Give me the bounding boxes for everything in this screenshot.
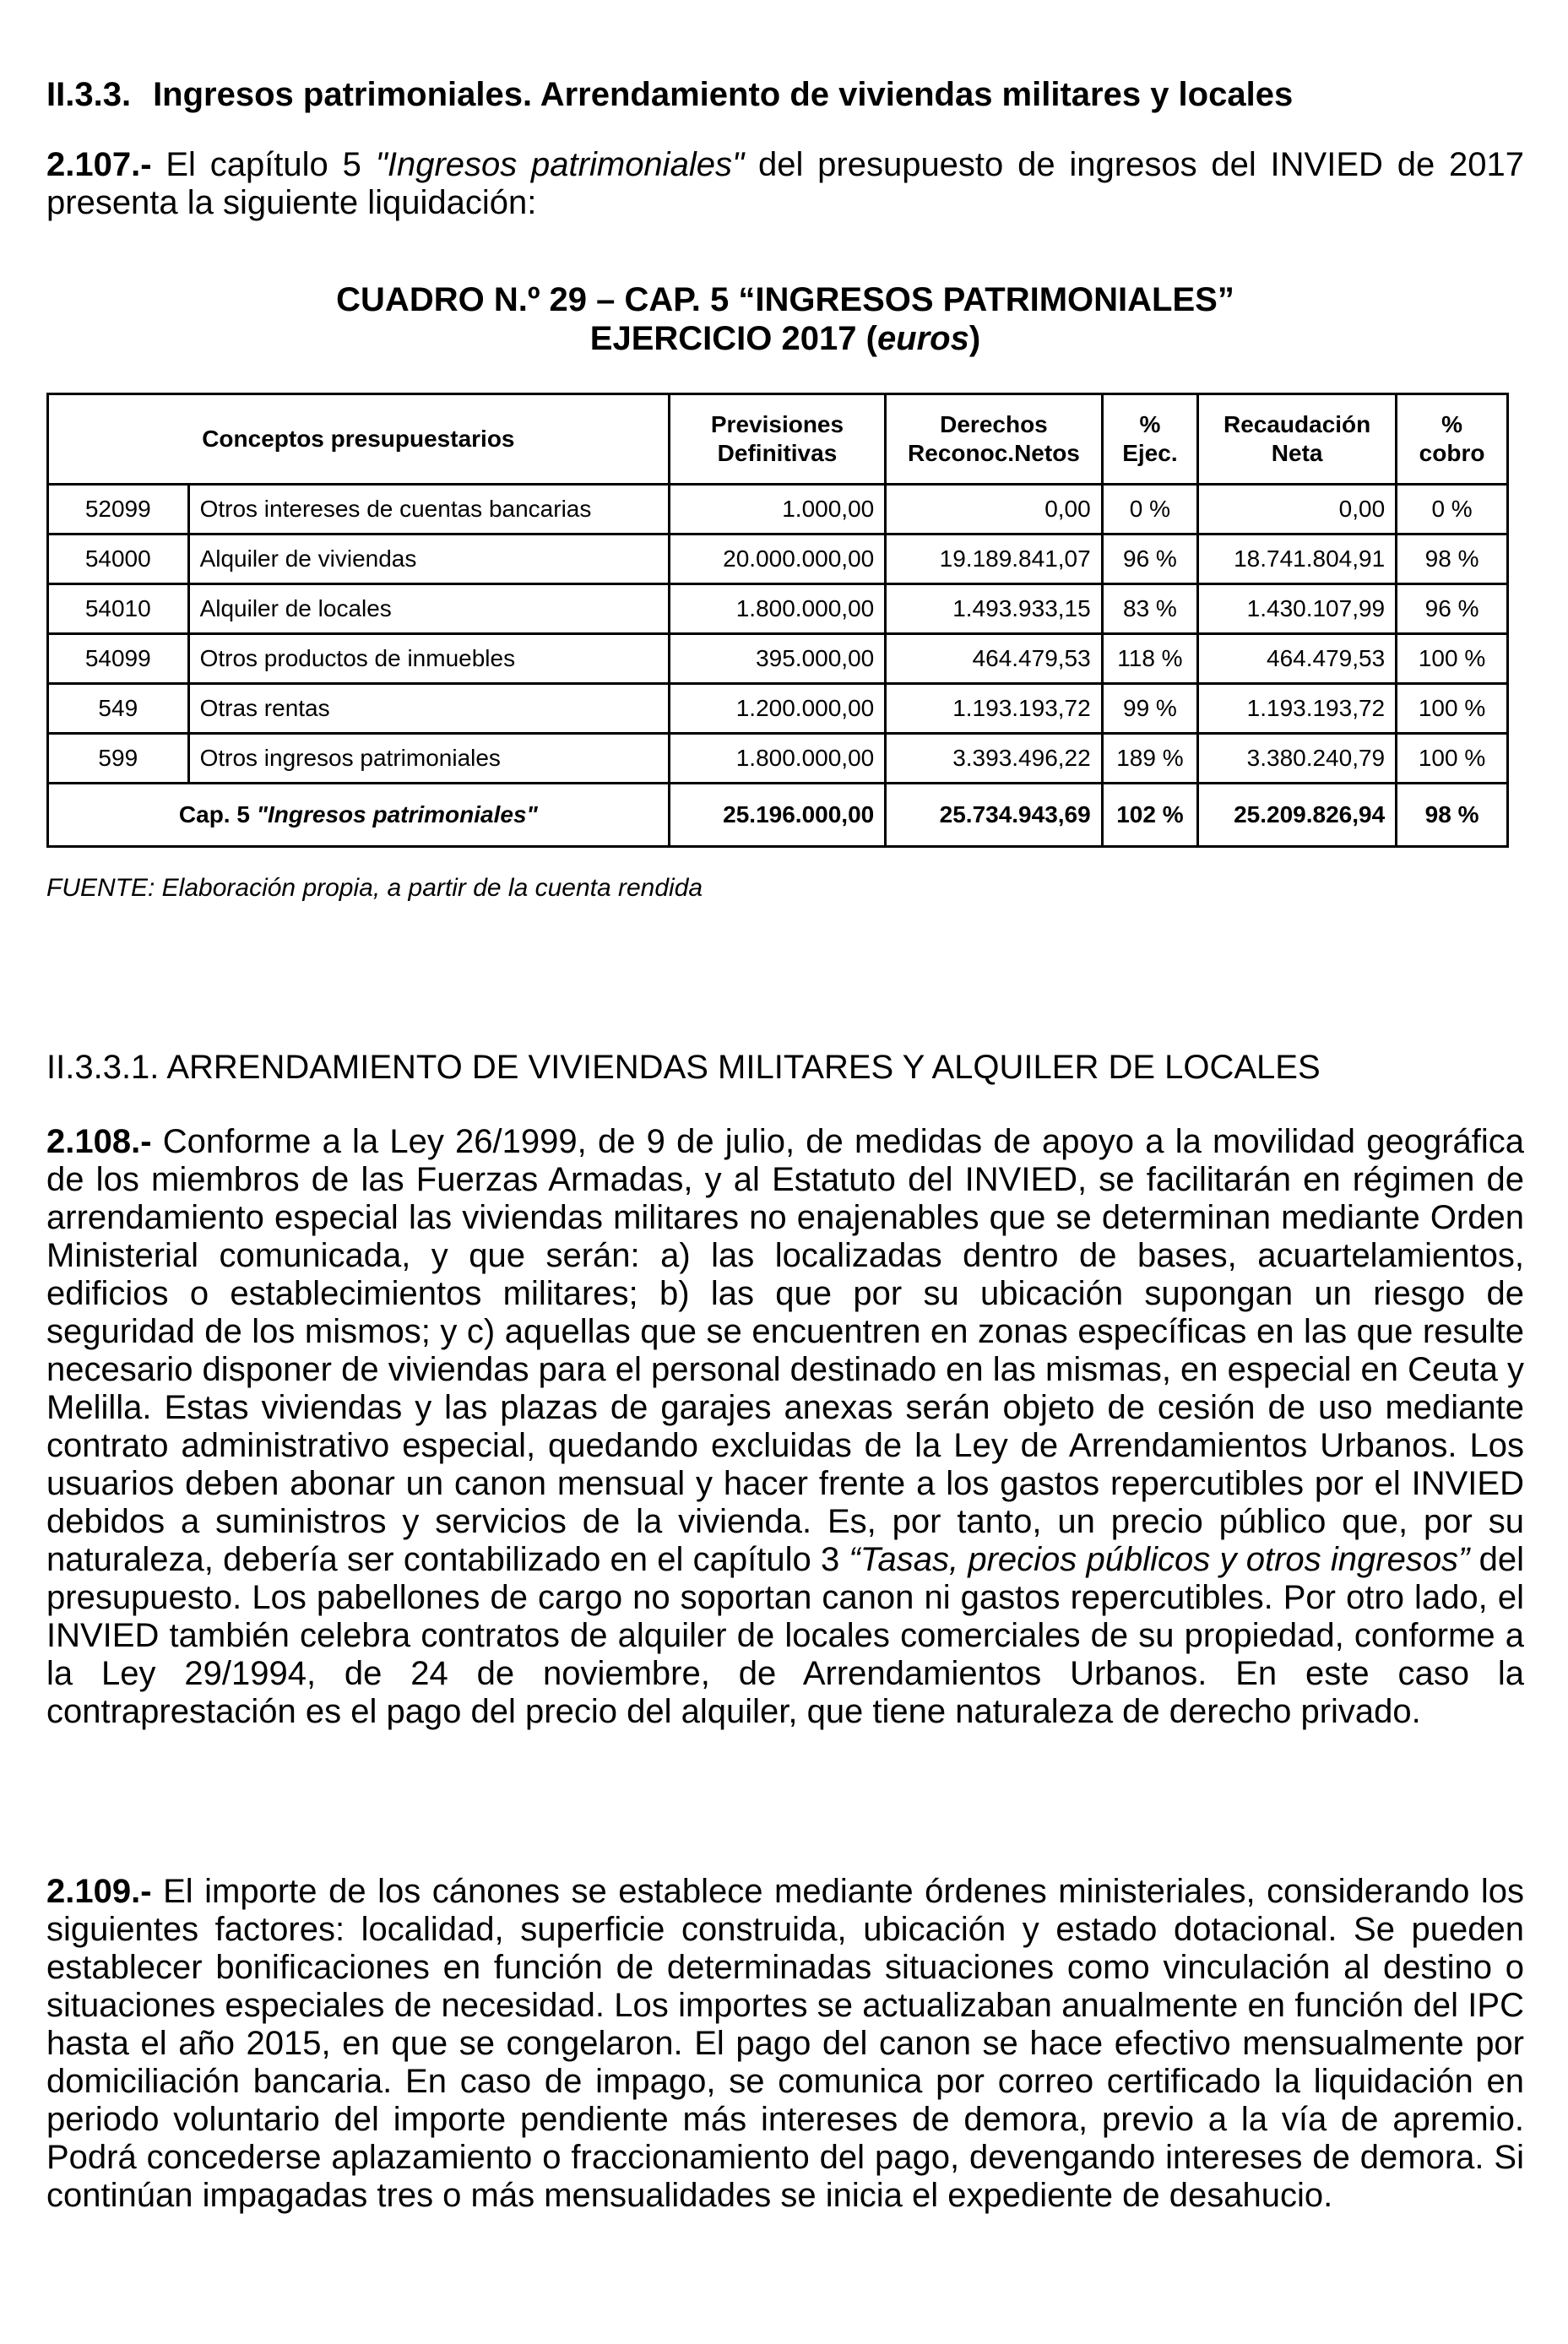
header-text: Recaudación <box>1223 411 1371 437</box>
cell-recaudacion: 18.741.804,91 <box>1198 534 1397 584</box>
header-previsiones <box>669 394 885 485</box>
total-recaudacion: 25.209.826,94 <box>1198 784 1397 847</box>
cell-previsiones: 20.000.000,00 <box>669 534 885 584</box>
budget-table <box>46 393 1509 848</box>
section-heading <box>46 74 1524 115</box>
header-conceptos: Conceptos presupuestarios <box>48 394 670 485</box>
paragraph-text: del presupuesto. Los pabellones de cargo no soportan canon ni gastos repercutibles. Por otro lado, el INVIED también celebra contratos de alquiler de locales comerciales de su propiedad, conforme a la Ley 29/1994, de 24 de noviembre, de Arrendamientos Urbanos. En este caso la contraprestación es el pago del precio del alquiler, que tiene naturaleza de derecho privado. <box>46 1541 1524 1730</box>
header-text: cobro <box>1419 440 1485 466</box>
paragraph-text: Conforme a la Ley 26/1999, de 9 de julio, de medidas de apoyo a la movilidad geográfica de los miembros de las Fuerzas Armadas, y al Estatuto del INVIED, se facilitarán en régimen de arrendamiento especial las viviendas militares no enajenables que se determinan mediante Orden Ministerial comunicada, y que serán: a) las localizadas dentro de bases, acuartelamientos, edificios o establecimientos militares; b) las que por su ubicación supongan un riesgo de seguridad de los mismos; y c) aquellas que se encuentren en zonas específicas en las que resulte necesario disponer de viviendas para el personal destinado en las mismas, en especial en Ceuta y Melilla. Estas viviendas y las plazas de garajes anexas serán objeto de cesión de uso mediante contrato administrativo especial, quedando excluidas de la Ley de Arrendamientos Urbanos. Los usuarios deben abonar un canon mensual y hacer frente a los gastos repercutibles por el INVIED debidos a suministros y servicios de la vivienda. Es, por tanto, un precio público que, por su naturaleza, debería ser contabilizado en el capítulo 3 <box>46 1123 1524 1578</box>
header-text: Derechos <box>940 411 1048 437</box>
cell-previsiones: 395.000,00 <box>669 634 885 684</box>
cell-concept: Otros ingresos patrimoniales <box>188 734 669 784</box>
cell-code: 52099 <box>48 485 189 534</box>
table-row <box>48 534 1508 584</box>
cell-ejec: 0 % <box>1102 485 1197 534</box>
section-title: Ingresos patrimoniales. Arrendamiento de viviendas militares y locales <box>153 76 1294 113</box>
cell-previsiones: 1.800.000,00 <box>669 584 885 634</box>
header-cobro <box>1397 394 1508 485</box>
cell-ejec: 83 % <box>1102 584 1197 634</box>
paragraph-2-108 <box>46 1123 1524 1731</box>
cell-recaudacion: 1.193.193,72 <box>1198 684 1397 734</box>
cell-concept: Otras rentas <box>188 684 669 734</box>
total-label <box>48 784 670 847</box>
paragraph-text: El importe de los cánones se establece mediante órdenes ministeriales, considerando los siguientes factores: localidad, superficie construida, ubicación y estado dotacional. Se pueden establecer bonificaciones en función de determinadas situaciones como vinculación al destino o situaciones especiales de necesidad. Los importes se actualizaban anualmente en función del IPC hasta el año 2015, en que se congelaron. El pago del canon se hace efectivo mensualmente por domiciliación bancaria. En caso de impago, se comunica por correo certificado la liquidación en periodo voluntario del importe pendiente más intereses de demora, previo a la vía de apremio. Podrá concederse aplazamiento o fraccionamiento del pago, devengando intereses de demora. Si continúan impagadas tres o más mensualidades se inicia el expediente de desahucio. <box>46 1873 1524 2214</box>
table-title-text: ) <box>968 320 981 357</box>
paragraph-italic-text: "Ingresos patrimoniales" <box>375 146 745 183</box>
table-title-line2 <box>46 319 1524 358</box>
cell-code: 599 <box>48 734 189 784</box>
cell-code: 54010 <box>48 584 189 634</box>
cell-previsiones: 1.800.000,00 <box>669 734 885 784</box>
total-label-italic: "Ingresos patrimoniales" <box>256 801 538 827</box>
table-header-row <box>48 394 1508 485</box>
cell-cobro: 96 % <box>1397 584 1508 634</box>
paragraph-number: 2.107.- <box>46 146 152 183</box>
table-total-row <box>48 784 1508 847</box>
paragraph-2-107 <box>46 146 1524 222</box>
total-cobro: 98 % <box>1397 784 1508 847</box>
header-text: Previsiones <box>710 411 844 437</box>
paragraph-2-109 <box>46 1873 1524 2215</box>
table-row <box>48 584 1508 634</box>
paragraph-number: 2.109.- <box>46 1873 152 1910</box>
paragraph-italic-text: “Tasas, precios públicos y otros ingresos” <box>849 1541 1470 1578</box>
cell-cobro: 100 % <box>1397 634 1508 684</box>
cell-previsiones: 1.000,00 <box>669 485 885 534</box>
table-row <box>48 734 1508 784</box>
cell-derechos: 3.393.496,22 <box>886 734 1102 784</box>
table-row <box>48 634 1508 684</box>
table-title <box>46 280 1524 358</box>
header-recaudacion <box>1198 394 1397 485</box>
cell-ejec: 118 % <box>1102 634 1197 684</box>
cell-cobro: 100 % <box>1397 734 1508 784</box>
cell-derechos: 1.493.933,15 <box>886 584 1102 634</box>
cell-cobro: 98 % <box>1397 534 1508 584</box>
header-text: Neta <box>1271 440 1323 466</box>
cell-previsiones: 1.200.000,00 <box>669 684 885 734</box>
cell-derechos: 1.193.193,72 <box>886 684 1102 734</box>
cell-concept: Alquiler de viviendas <box>188 534 669 584</box>
paragraph-number: 2.108.- <box>46 1123 152 1160</box>
header-text: Reconoc.Netos <box>908 440 1080 466</box>
paragraph-text: El capítulo 5 <box>151 146 376 183</box>
cell-concept: Otros productos de inmuebles <box>188 634 669 684</box>
subsection-heading: II.3.3.1. ARRENDAMIENTO DE VIVIENDAS MILITARES Y ALQUILER DE LOCALES <box>46 1049 1321 1086</box>
table-title-text: EJERCICIO 2017 ( <box>589 320 877 357</box>
total-label-text: Cap. 5 <box>178 801 257 827</box>
paragraph-text: del presupuesto de ingresos del INVIED de 2017 presenta la siguiente liquidación: <box>46 146 1524 221</box>
cell-recaudacion: 464.479,53 <box>1198 634 1397 684</box>
cell-concept: Alquiler de locales <box>188 584 669 634</box>
table-title-line1: CUADRO N.º 29 – CAP. 5 “INGRESOS PATRIMONIALES” <box>336 281 1234 318</box>
section-number: II.3.3. <box>46 76 132 113</box>
cell-derechos: 464.479,53 <box>886 634 1102 684</box>
cell-ejec: 96 % <box>1102 534 1197 584</box>
cell-ejec: 189 % <box>1102 734 1197 784</box>
table-row <box>48 485 1508 534</box>
header-ejec: % Ejec. <box>1102 394 1197 485</box>
cell-concept: Otros intereses de cuentas bancarias <box>188 485 669 534</box>
cell-recaudacion: 0,00 <box>1198 485 1397 534</box>
table-source-note: FUENTE: Elaboración propia, a partir de la cuenta rendida <box>46 874 703 902</box>
total-previsiones: 25.196.000,00 <box>669 784 885 847</box>
cell-recaudacion: 3.380.240,79 <box>1198 734 1397 784</box>
cell-cobro: 0 % <box>1397 485 1508 534</box>
cell-ejec: 99 % <box>1102 684 1197 734</box>
header-text: % <box>1441 411 1463 437</box>
table-title-unit: euros <box>876 320 969 357</box>
cell-derechos: 0,00 <box>886 485 1102 534</box>
cell-code: 54099 <box>48 634 189 684</box>
total-ejec: 102 % <box>1102 784 1197 847</box>
cell-cobro: 100 % <box>1397 684 1508 734</box>
total-derechos: 25.734.943,69 <box>886 784 1102 847</box>
header-text: Definitivas <box>717 440 838 466</box>
cell-recaudacion: 1.430.107,99 <box>1198 584 1397 634</box>
cell-code: 54000 <box>48 534 189 584</box>
cell-code: 549 <box>48 684 189 734</box>
header-derechos <box>886 394 1102 485</box>
table-row <box>48 684 1508 734</box>
cell-derechos: 19.189.841,07 <box>886 534 1102 584</box>
